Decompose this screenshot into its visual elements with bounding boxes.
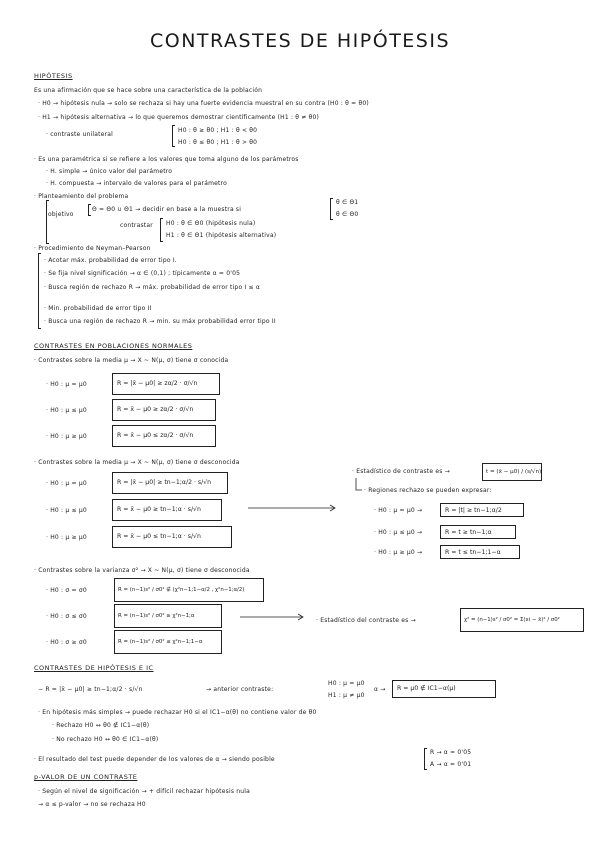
np-step-1: · Acotar máx. probabilidad de error tipo I. [44,257,177,264]
estadistico-chi: χ² = (n−1)s² / σ0² = Σ(xi − x̄)² / σ0² [464,617,560,623]
rt-h0-3: · H0 : μ ≥ μ0 → [374,549,423,556]
md-region-3: R = x̄ − μ0 ≤ tn−1;α · s/√n [117,533,201,540]
simple-text: · H. simple → único valor del parámetro [46,168,173,175]
estadistico-t: t = (x̄ − μ0) / (s/√n) [486,469,542,475]
neyman-text: · Procedimiento de Neyman–Pearson [34,245,151,252]
compuesta-text: · H. compuesta → intervalo de valores para el parámetro [46,180,227,187]
objetivo-text: Θ = Θ0 ∪ Θ1 → decidir en base a la muestra si [92,206,242,213]
ic-h0: H0 : μ = μ0 [328,680,365,687]
rt-region-box-2 [440,525,516,539]
estadistico-chi-label: · Estadístico del contraste es → [316,617,416,624]
vr-h0-2: · H0 : σ ≤ σ0 [46,613,87,620]
ic-region: R = μ0 ∉ IC1−α(μ) [397,685,456,692]
media-conocida-text: · Contrastes sobre la media μ → X ~ N(μ, σ) tiene σ conocida [34,357,229,364]
np-step-2: · Se fija nivel significación → α ∈ (0,1) ; típicamente α = 0'05 [44,270,241,277]
ic-line-3: · Rechazo H0 ↔ θ0 ∉ IC1−α(θ) [52,722,150,729]
estadistico-t-box [482,463,542,481]
h0-text: · H0 → hipótesis nula → solo se rechaza si hay una fuerte evidencia muestral en su contra (H0 : θ = θ0) [38,100,369,107]
md-region-2: R = x̄ − μ0 ≥ tn−1;α · s/√n [117,506,201,513]
media-desconocida-text: · Contrastes sobre la media μ → X ~ N(μ, σ) tiene σ desconocida [34,459,240,466]
vr-region-2: R = (n−1)s² / σ0² ≥ χ²n−1;α [118,613,195,619]
ic-arrow-alpha: α → [374,686,386,693]
rt-region-1: R = |t| ≥ tn−1;α/2 [445,507,502,514]
objetivo-label: objetivo [48,211,74,218]
mc-region-3: R = x̄ − μ0 ≤ zα/2 · σ/√n [117,432,194,439]
np-step-3: · Busca región de rechazo R → máx. probabilidad de error tipo I ≤ α [44,284,260,291]
parametric-text: · Es una paramétrica si se refiere a los valores que toma alguno de los parámetros [34,156,299,163]
md-region-1: R = |x̄ − μ0| ≥ tn−1;α/2 · s/√n [117,479,212,486]
ic-line-5: · El resultado del test puede depender de los valores de α → siendo posible [34,756,275,763]
vr-region-3: R = (n−1)s² / σ0² ≤ χ²n−1;1−α [118,639,203,645]
objetivo-option-1: θ ∈ Θ1 [336,199,359,206]
pvalor-line-1: · Según el nivel de significación → + difícil rechazar hipótesis nula [38,788,251,795]
ic-line-4: · No rechazo H0 ↔ θ0 ∈ IC1−α(θ) [52,736,159,743]
estadistico-t-label: · Estadístico de contraste es → [352,468,450,475]
ic-anterior-text: → anterior contraste: [206,686,274,693]
rt-region-2: R = t ≥ tn−1;α [445,529,492,536]
rt-region-3: R = t ≤ tn−1;1−α [445,549,501,556]
contrastar-label: contrastar [120,222,153,229]
section-heading-pvalor: p-VALOR DE UN CONTRASTE [34,773,138,781]
np-step-4: · Min. probabilidad de error tipo II [44,305,152,312]
unilateral-case-2: H0 : θ ≤ θ0 ; H1 : θ > θ0 [178,139,258,146]
mc-region-1: R = |x̄ − μ0| ≥ zα/2 · σ/√n [117,380,198,387]
md-h0-3: · H0 : μ ≥ μ0 [46,534,87,541]
ic-region-text: − R = |x̄ − μ0| ≥ tn−1;α/2 · s/√n [38,686,143,693]
regiones-label: · Regiones rechazo se pueden expresar: [364,487,492,494]
ic-region-box [392,680,496,698]
np-step-5: · Busca una región de rechazo R → min. su máx probabilidad error tipo II [44,318,276,325]
ic-line-2: · En hipótesis más simples → puede rechazar H0 si el IC1−α(θ) no contiene valor de θ0 [38,709,317,716]
mc-h0-1: · H0 : μ = μ0 [46,381,87,388]
unilateral-label: · contraste unilateral [46,131,114,138]
ic-h1: H1 : μ ≠ μ0 [328,692,365,699]
vr-region-box-3 [114,630,222,654]
rt-h0-2: · H0 : μ ≤ μ0 → [374,529,423,536]
mc-h0-2: · H0 : μ ≤ μ0 [46,407,87,414]
vr-h0-3: · H0 : σ ≥ σ0 [46,639,87,646]
contrastar-h1: H1 : θ ∈ Θ1 (hipótesis alternativa) [166,232,277,239]
varianza-text: · Contrastes sobre la varianza σ² → X ~ N(μ, σ) tiene σ desconocida [34,567,250,574]
contrastar-h0: H0 : θ ∈ Θ0 (hipótesis nula) [166,220,256,227]
rt-region-box-3 [440,545,520,559]
rt-region-box-1 [440,503,524,517]
pvalor-line-2: → α ≤ p-valor → no se rechaza H0 [38,801,146,808]
ic-line-5-b: A → α = 0'01 [430,761,472,768]
mc-region-2: R = x̄ − μ0 ≥ zα/2 · σ/√n [117,406,194,413]
md-h0-1: · H0 : μ = μ0 [46,480,87,487]
section-heading-ic: CONTRASTES DE HIPÓTESIS E IC [34,664,154,672]
section-heading-hipotesis: HIPÓTESIS [34,72,73,80]
vr-region-box-1 [114,578,264,602]
page-title: CONTRASTES DE HIPÓTESIS [149,30,451,52]
section-heading-normales: CONTRASTES EN POBLACIONES NORMALES [34,342,193,350]
vr-h0-1: · H0 : σ = σ0 [46,587,87,594]
brace [424,748,427,770]
ic-line-5-a: R → α = 0'05 [430,749,472,756]
unilateral-case-1: H0 : θ ≥ θ0 ; H1 : θ < θ0 [178,127,258,134]
intro-text: Es una afirmación que se hace sobre una característica de la población [34,87,263,94]
estadistico-chi-box [460,608,584,632]
vr-region-1: R = (n−1)s² / σ0² ∉ (χ²n−1;1−α/2 , χ²n−1;α/2) [118,587,245,593]
md-h0-2: · H0 : μ ≤ μ0 [46,507,87,514]
vr-region-box-2 [114,604,222,628]
rt-h0-1: · H0 : μ = μ0 → [374,507,423,514]
planteamiento-text: · Planteamiento del problema [34,193,129,200]
mc-h0-3: · H0 : μ ≥ μ0 [46,433,87,440]
h1-text: · H1 → hipótesis alternativa → lo que queremos demostrar científicamente (H1 : θ ≠ θ0) [38,114,320,121]
objetivo-option-2: θ ∈ Θ0 [336,211,359,218]
